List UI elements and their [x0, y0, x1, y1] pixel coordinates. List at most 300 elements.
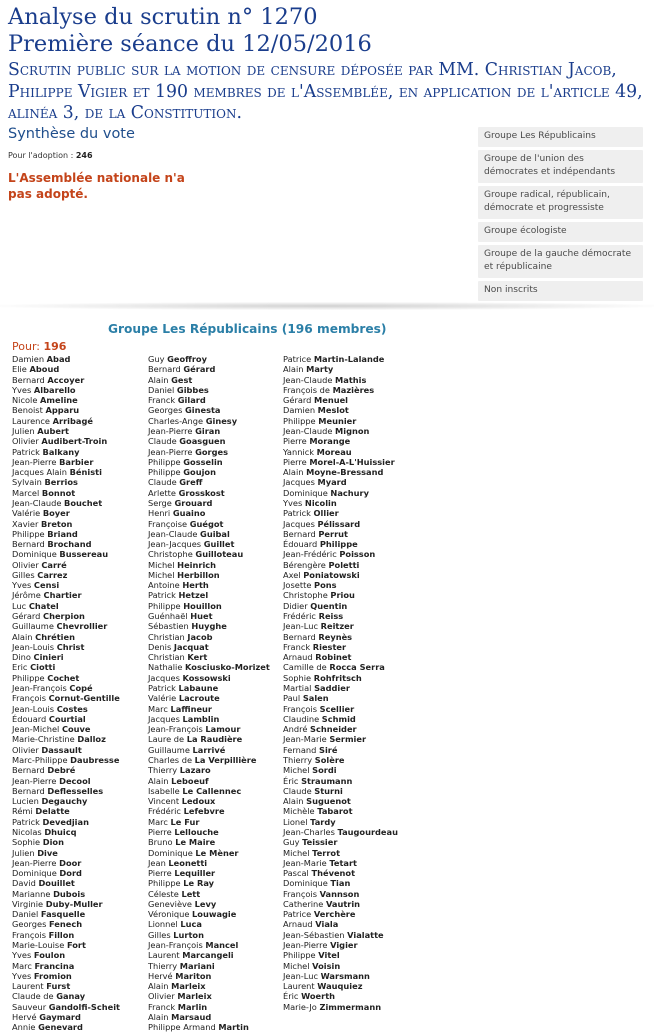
deputy-first-name: Céleste — [148, 888, 179, 899]
deputy-first-name: Patrice — [283, 354, 312, 364]
deputy-last-name: Teissier — [302, 837, 338, 848]
deputy-first-name: Marc — [148, 703, 168, 714]
vote-result: L'Assemblée nationale n'a pas adopté. — [8, 171, 185, 201]
deputy-first-name: Pierre — [148, 826, 172, 837]
deputy-first-name: Jean-Claude — [12, 497, 62, 508]
deputy-last-name: Marcangeli — [182, 950, 234, 961]
deputy-first-name: Camille de — [283, 662, 327, 673]
deputy-first-name: Thierry — [283, 754, 313, 765]
deputy-first-name: Xavier — [12, 518, 39, 529]
vote-summary-title: Synthèse du vote — [8, 126, 135, 142]
deputy-first-name: Jérôme — [12, 590, 41, 601]
deputy-last-name: Reynès — [318, 631, 353, 642]
deputy-last-name: Briand — [47, 528, 78, 539]
deputy-name — [283, 611, 398, 621]
deputy-name — [283, 991, 398, 1001]
deputy-first-name: Philippe — [283, 415, 316, 426]
deputy-last-name: Marsaud — [171, 1012, 212, 1022]
deputy-name — [12, 878, 120, 888]
deputy-last-name: Dalloz — [77, 734, 106, 745]
deputy-first-name: Jean-Sébastien — [283, 929, 345, 940]
deputy-last-name: Guégot — [189, 518, 224, 529]
deputy-last-name: Christ — [56, 641, 85, 652]
deputy-last-name: Sturni — [314, 785, 343, 796]
deputy-last-name: Lefebvre — [183, 806, 225, 817]
deputy-first-name: Vincent — [148, 796, 180, 807]
group-link-gdr[interactable]: Groupe de la gauche démocrate et républicaine — [478, 245, 643, 278]
deputy-first-name: Jean-Pierre — [12, 456, 57, 467]
deputy-name — [12, 447, 120, 457]
group-link-republicains[interactable]: Groupe Les Républicains — [478, 127, 643, 147]
deputy-name — [12, 467, 120, 477]
deputy-first-name: Laurent — [12, 981, 44, 992]
deputy-name — [12, 837, 120, 847]
deputy-last-name: Menuel — [314, 395, 349, 406]
deputy-last-name: Laffineur — [170, 703, 212, 714]
deputy-first-name: Bernard — [12, 539, 45, 550]
deputy-first-name: Sophie — [283, 672, 312, 683]
deputy-name — [12, 539, 120, 549]
scrutin-description: Scrutin public sur la motion de censure déposée par MM. Christian Jacob, Philippe Vigier et 190 membres de l'Assemblée, en application de l'article 49, alinéa 3, de la Constitution. — [8, 60, 643, 123]
deputy-first-name: Philippe — [12, 528, 45, 539]
deputy-first-name: Claude de — [12, 991, 54, 1002]
deputy-name — [283, 570, 398, 580]
deputy-first-name: Martial — [283, 683, 312, 693]
deputy-name — [283, 416, 398, 426]
deputy-name — [148, 745, 270, 755]
deputy-first-name: Éric — [283, 991, 299, 1002]
deputy-name — [148, 786, 270, 796]
deputy-name — [12, 611, 120, 621]
deputy-last-name: Lamblin — [182, 713, 220, 724]
deputy-name — [148, 447, 270, 457]
deputy-first-name: Michèle — [283, 806, 315, 817]
deputy-last-name: Copé — [69, 683, 93, 693]
deputy-last-name: Lett — [181, 888, 201, 899]
deputy-first-name: Marie-Jo — [283, 1001, 317, 1012]
deputy-first-name: Patrick — [12, 816, 40, 827]
deputy-name — [12, 642, 120, 652]
deputy-last-name: Marty — [306, 364, 334, 375]
deputy-last-name: Tabarot — [317, 806, 353, 817]
group-link-ecologiste[interactable]: Groupe écologiste — [478, 222, 643, 242]
deputy-name — [283, 652, 398, 662]
deputy-first-name: Laurence — [12, 415, 51, 426]
deputy-last-name: Debré — [47, 765, 76, 776]
deputy-name — [283, 817, 398, 827]
deputy-name — [283, 447, 398, 457]
deputy-name — [148, 375, 270, 385]
deputy-last-name: Pons — [314, 580, 337, 591]
deputy-last-name: Dion — [42, 837, 64, 848]
deputy-first-name: Guénhaël — [148, 611, 188, 622]
deputy-name — [283, 693, 398, 703]
deputy-name — [148, 878, 270, 888]
deputy-first-name: Pierre — [283, 456, 307, 467]
deputy-name — [12, 632, 120, 642]
deputy-name — [148, 539, 270, 549]
deputy-first-name: Valérie — [12, 508, 41, 519]
deputy-last-name: Suguenot — [306, 796, 351, 807]
deputy-first-name: Annie — [12, 1022, 36, 1033]
deputy-first-name: Olivier — [12, 559, 39, 570]
deputy-name — [283, 724, 398, 734]
deputy-first-name: Françoise — [148, 518, 188, 529]
deputy-last-name: Grouard — [174, 497, 213, 508]
deputy-first-name: Nathalie — [148, 662, 183, 673]
deputy-last-name: Pélissard — [317, 518, 361, 529]
deputy-first-name: Olivier — [12, 436, 39, 447]
deputy-last-name: Genevard — [38, 1022, 83, 1033]
adoption-label: Pour l'adoption : — [8, 151, 74, 160]
deputy-last-name: Warsmann — [320, 970, 370, 981]
deputy-name — [283, 457, 398, 467]
deputy-first-name: Nicolas — [12, 826, 42, 837]
deputy-last-name: Dubois — [53, 888, 86, 899]
deputy-last-name: Dive — [37, 847, 58, 858]
deputy-name — [283, 734, 398, 744]
deputy-last-name: Fillon — [48, 929, 75, 940]
deputy-first-name: Gilles — [12, 569, 35, 580]
deputy-last-name: Lellouche — [174, 826, 219, 837]
deputy-first-name: Jean-François — [148, 940, 203, 951]
deputy-name — [283, 436, 398, 446]
deputy-last-name: Moyne-Bressand — [306, 467, 384, 478]
deputy-first-name: Franck — [148, 1001, 176, 1012]
deputy-first-name: Benoist — [12, 405, 43, 416]
deputy-first-name: Jean-Luc — [283, 970, 318, 981]
vote-summary — [8, 126, 468, 202]
deputy-name — [148, 549, 270, 559]
deputy-name — [148, 395, 270, 405]
deputy-first-name: Alain — [148, 1012, 169, 1022]
deputy-last-name: Nachury — [330, 487, 369, 498]
deputy-name — [12, 652, 120, 662]
deputy-last-name: Riester — [312, 641, 347, 652]
deputy-last-name: Kert — [187, 652, 208, 663]
deputy-first-name: Franck — [148, 395, 176, 406]
deputy-first-name: Alain — [283, 467, 304, 478]
deputy-column-1 — [12, 354, 120, 1033]
deputy-name — [283, 580, 398, 590]
deputy-name — [283, 539, 398, 549]
deputy-name — [283, 765, 398, 775]
deputy-last-name: Door — [59, 857, 82, 868]
deputy-first-name: Laurent — [148, 950, 180, 961]
deputy-last-name: Zimmermann — [319, 1001, 382, 1012]
deputy-last-name: Carré — [41, 559, 67, 570]
deputy-name — [283, 488, 398, 498]
deputy-first-name: Josette — [283, 580, 312, 591]
deputy-last-name: Philippe — [319, 539, 358, 550]
deputy-last-name: Thévenot — [311, 868, 356, 879]
deputy-first-name: Jean-Marie — [283, 857, 327, 868]
deputy-last-name: Bénisti — [69, 467, 102, 478]
deputy-name — [148, 436, 270, 446]
deputy-first-name: Michel — [283, 960, 310, 971]
deputy-last-name: Mariton — [175, 970, 212, 981]
deputy-name — [12, 909, 120, 919]
deputy-last-name: Tetart — [329, 857, 357, 868]
deputy-name — [12, 436, 120, 446]
deputy-last-name: Siré — [319, 744, 338, 755]
deputy-first-name: Yves — [12, 950, 32, 961]
deputy-first-name: Bruno — [148, 837, 173, 848]
deputy-column-2 — [148, 354, 270, 1033]
deputy-name — [148, 488, 270, 498]
deputy-last-name: Carrez — [37, 569, 68, 580]
deputy-name — [148, 899, 270, 909]
deputy-name — [283, 385, 398, 395]
deputy-first-name: Jean-Pierre — [148, 425, 193, 436]
deputy-name — [148, 652, 270, 662]
deputy-last-name: Jacob — [187, 631, 213, 642]
deputy-first-name: Georges — [148, 405, 183, 416]
deputy-name — [148, 508, 270, 518]
pour-count — [12, 340, 66, 353]
deputy-name — [12, 426, 120, 436]
deputy-last-name: Marleix — [177, 991, 212, 1002]
page-title: Analyse du scrutin n° 1270 — [8, 4, 318, 30]
pour-value: 196 — [43, 340, 67, 353]
deputy-last-name: Terrot — [312, 847, 341, 858]
deputy-last-name: Dassault — [41, 744, 82, 755]
group-link-udi[interactable]: Groupe de l'union des démocrates et indépendants — [478, 150, 643, 183]
deputy-last-name: Bussereau — [59, 549, 109, 560]
deputy-name — [12, 364, 120, 374]
deputy-name — [148, 416, 270, 426]
deputy-last-name: Le Mèner — [195, 847, 239, 858]
deputy-last-name: Degauchy — [41, 796, 88, 807]
deputy-first-name: Jean-Pierre — [12, 775, 57, 786]
deputy-name — [148, 817, 270, 827]
deputy-name — [148, 601, 270, 611]
deputy-name — [148, 889, 270, 899]
deputy-last-name: Le Maire — [175, 837, 216, 848]
deputy-last-name: Aboud — [29, 364, 60, 375]
deputy-name — [283, 806, 398, 816]
deputy-name — [283, 848, 398, 858]
deputy-last-name: Ollier — [313, 508, 339, 519]
deputy-name — [283, 621, 398, 631]
deputy-first-name: Pierre — [283, 436, 307, 447]
deputy-first-name: François de — [283, 384, 330, 395]
deputy-last-name: Schneider — [310, 724, 357, 735]
deputy-first-name: Charles de — [148, 754, 193, 765]
deputy-last-name: Aubert — [37, 425, 69, 436]
deputy-name — [148, 909, 270, 919]
deputy-name — [12, 868, 120, 878]
deputy-last-name: Furst — [46, 981, 71, 992]
deputy-name — [12, 673, 120, 683]
deputy-first-name: Marie-Christine — [12, 734, 75, 745]
deputy-name — [283, 673, 398, 683]
deputy-name — [12, 375, 120, 385]
deputy-name — [148, 776, 270, 786]
deputy-first-name: François — [283, 888, 317, 899]
deputy-last-name: Poniatowski — [303, 569, 360, 580]
deputy-first-name: Jacques — [148, 713, 180, 724]
deputy-name — [148, 837, 270, 847]
deputy-name — [283, 354, 398, 364]
deputy-name — [12, 817, 120, 827]
deputy-first-name: Dominique — [283, 487, 328, 498]
deputy-name — [283, 868, 398, 878]
deputy-name — [148, 519, 270, 529]
deputy-last-name: Cochet — [47, 672, 80, 683]
deputy-first-name: Marc — [148, 816, 168, 827]
deputy-last-name: Voisin — [312, 960, 341, 971]
deputy-last-name: Wauquiez — [317, 981, 363, 992]
deputy-first-name: François — [12, 693, 46, 704]
deputy-last-name: Mariani — [179, 960, 215, 971]
deputy-last-name: Costes — [56, 703, 88, 714]
deputy-first-name: Jean-Pierre — [283, 940, 328, 951]
deputy-last-name: Balkany — [42, 446, 80, 457]
deputy-first-name: Arlette — [148, 487, 176, 498]
deputy-first-name: Damien — [12, 354, 45, 364]
deputy-name — [148, 940, 270, 950]
deputy-first-name: Alain — [148, 981, 169, 992]
deputy-name — [148, 950, 270, 960]
deputy-name — [148, 467, 270, 477]
deputy-name — [148, 961, 270, 971]
deputy-name — [12, 395, 120, 405]
deputy-first-name: Jacques Alain — [12, 467, 67, 478]
deputy-name — [12, 529, 120, 539]
deputy-name — [148, 971, 270, 981]
deputy-last-name: Brochand — [47, 539, 92, 550]
deputy-first-name: Frédéric — [283, 611, 316, 622]
deputy-last-name: Meslot — [317, 405, 349, 416]
deputy-first-name: Édouard — [12, 713, 47, 724]
deputy-last-name: Gaymard — [39, 1012, 81, 1022]
deputy-first-name: Bernard — [283, 631, 316, 642]
deputy-last-name: Dord — [59, 868, 82, 879]
deputy-first-name: Jean-François — [12, 683, 67, 693]
deputy-last-name: Cinieri — [33, 652, 64, 663]
deputy-name — [148, 385, 270, 395]
deputy-name — [12, 570, 120, 580]
deputy-first-name: Yves — [12, 970, 32, 981]
deputy-first-name: Jean-Louis — [12, 641, 55, 652]
deputy-first-name: Jean-Charles — [283, 826, 335, 837]
deputy-name — [283, 560, 398, 570]
deputy-last-name: Herth — [182, 580, 209, 591]
deputy-last-name: Rohfritsch — [313, 672, 362, 683]
deputy-name — [12, 621, 120, 631]
deputy-last-name: Scellier — [319, 703, 355, 714]
deputy-name — [12, 858, 120, 868]
deputy-name — [12, 950, 120, 960]
deputy-last-name: Audibert-Troin — [41, 436, 108, 447]
deputy-name — [12, 765, 120, 775]
deputy-last-name: Guillet — [203, 539, 235, 550]
deputy-first-name: Jean-Claude — [283, 425, 333, 436]
deputy-last-name: Courtial — [48, 713, 86, 724]
deputy-first-name: David — [12, 878, 36, 889]
deputy-first-name: Luc — [12, 600, 27, 611]
deputy-first-name: Claudine — [283, 713, 320, 724]
deputy-name — [283, 827, 398, 837]
title-block — [8, 4, 652, 125]
deputy-first-name: Isabelle — [148, 785, 180, 796]
deputy-first-name: Olivier — [148, 991, 175, 1002]
deputy-name — [12, 580, 120, 590]
deputy-name — [12, 662, 120, 672]
group-link-non-inscrits[interactable]: Non inscrits — [478, 281, 643, 301]
deputy-last-name: Gest — [171, 374, 193, 385]
deputy-name — [283, 529, 398, 539]
deputy-last-name: Leonetti — [168, 857, 208, 868]
deputy-name — [12, 981, 120, 991]
deputy-first-name: Alain — [12, 631, 33, 642]
deputy-last-name: Kossowski — [182, 672, 231, 683]
deputy-last-name: Abad — [46, 354, 71, 364]
deputy-first-name: Christian — [148, 652, 185, 663]
deputy-last-name: Giran — [195, 425, 221, 436]
deputy-first-name: Philippe — [148, 878, 181, 889]
deputy-first-name: Yannick — [283, 446, 315, 457]
deputy-name — [283, 786, 398, 796]
deputy-first-name: André — [283, 724, 308, 735]
deputy-first-name: Guillaume — [12, 621, 54, 632]
deputy-first-name: Bernard — [12, 765, 45, 776]
deputy-first-name: Philippe — [148, 467, 181, 478]
group-link-rrdp[interactable]: Groupe radical, républicain, démocrate et progressiste — [478, 186, 643, 219]
deputy-first-name: Alain — [148, 775, 169, 786]
deputy-first-name: Franck — [283, 641, 311, 652]
deputy-last-name: Martin-Lalande — [313, 354, 385, 364]
group-heading: Groupe Les Républicains (196 membres) — [108, 322, 387, 336]
deputy-last-name: Reiss — [318, 611, 344, 622]
deputy-first-name: Arnaud — [283, 652, 313, 663]
deputy-last-name: Tardy — [310, 816, 336, 827]
deputy-last-name: Straumann — [301, 775, 353, 786]
deputy-last-name: Viala — [315, 919, 339, 930]
deputy-name — [12, 1002, 120, 1012]
deputy-last-name: Fasquelle — [40, 909, 86, 920]
deputy-first-name: Claude — [148, 436, 177, 447]
deputy-last-name: Goujon — [183, 467, 216, 478]
deputy-name — [283, 981, 398, 991]
deputy-first-name: Jean-Jacques — [148, 539, 202, 550]
deputy-last-name: Albarello — [33, 384, 76, 395]
deputy-first-name: Sophie — [12, 837, 41, 848]
deputy-first-name: Thierry — [148, 765, 178, 776]
deputy-last-name: Lurton — [173, 929, 204, 940]
deputy-name — [283, 858, 398, 868]
deputy-name — [12, 405, 120, 415]
deputy-name — [12, 416, 120, 426]
deputy-last-name: Lequiller — [174, 868, 216, 879]
deputy-last-name: Ciotti — [30, 662, 56, 673]
deputy-name — [12, 704, 120, 714]
deputy-first-name: Dominique — [283, 878, 328, 889]
deputy-name — [148, 796, 270, 806]
deputy-name — [283, 909, 398, 919]
deputy-name — [283, 704, 398, 714]
deputy-last-name: Lacroute — [178, 693, 220, 704]
deputy-first-name: Édouard — [283, 539, 318, 550]
deputy-last-name: Quentin — [310, 600, 348, 611]
deputy-first-name: Philippe — [12, 672, 45, 683]
deputy-last-name: Breton — [40, 518, 73, 529]
deputy-name — [12, 889, 120, 899]
deputy-first-name: Hervé — [148, 970, 173, 981]
deputy-first-name: Philippe — [148, 600, 181, 611]
deputy-last-name: Fromion — [33, 970, 72, 981]
